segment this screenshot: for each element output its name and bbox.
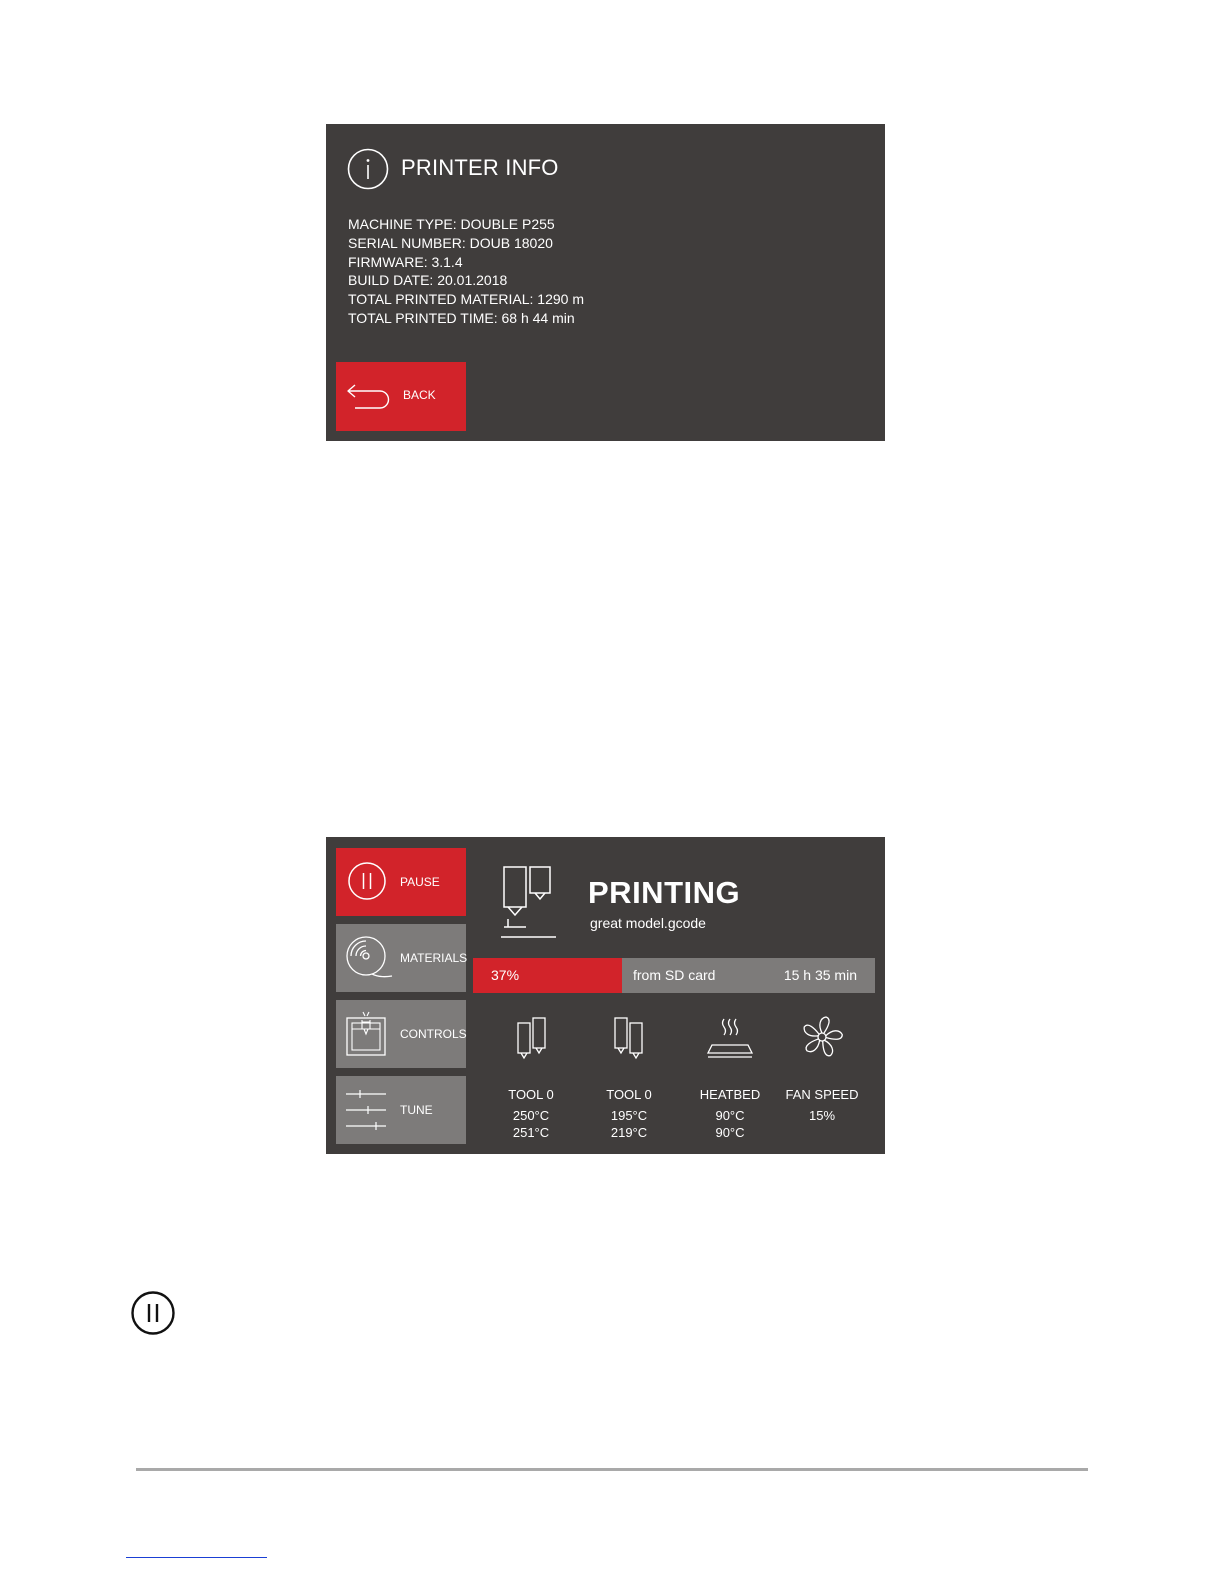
dual-extruder-icon xyxy=(498,863,560,939)
stat-heatbed xyxy=(680,1013,780,1141)
print-progress-bar xyxy=(473,958,875,993)
stat-fan-speed xyxy=(772,1013,872,1124)
tune-label: TUNE xyxy=(400,1103,433,1117)
print-status-title: PRINTING xyxy=(588,875,741,910)
stat-values xyxy=(481,1107,581,1141)
fan-icon xyxy=(798,1013,846,1061)
progress-time-remaining: 15 h 35 min xyxy=(783,967,857,983)
pause-icon xyxy=(131,1291,177,1337)
back-button[interactable] xyxy=(336,362,466,431)
footer-link-underline xyxy=(126,1557,267,1558)
info-total-material: TOTAL PRINTED MATERIAL: 1290 m xyxy=(348,291,584,308)
pause-button[interactable] xyxy=(336,848,466,916)
stat-fan-value: 15% xyxy=(808,1108,836,1123)
info-icon xyxy=(347,148,389,190)
heatbed-icon xyxy=(704,1013,756,1061)
extruder-icon xyxy=(609,1013,649,1061)
printer-controls-icon xyxy=(344,1010,390,1058)
tune-button[interactable] xyxy=(336,1076,466,1144)
materials-button[interactable] xyxy=(336,924,466,992)
spool-icon xyxy=(344,934,394,982)
print-filename: great model.gcode xyxy=(590,915,706,931)
sliders-icon xyxy=(344,1086,390,1134)
stat-values xyxy=(772,1107,872,1124)
printing-screen xyxy=(326,837,885,1154)
info-build-date: BUILD DATE: 20.01.2018 xyxy=(348,272,508,289)
materials-label: MATERIALS xyxy=(400,951,468,965)
stat-target-temp: 250°C xyxy=(512,1108,550,1123)
stat-target-temp: 90°C xyxy=(715,1108,745,1123)
controls-button[interactable] xyxy=(336,1000,466,1068)
stat-current-temp: 251°C xyxy=(512,1125,550,1140)
page-title: PRINTER INFO xyxy=(401,155,559,180)
extruder-icon xyxy=(511,1013,551,1061)
info-firmware: FIRMWARE: 3.1.4 xyxy=(348,253,463,270)
printer-info-list xyxy=(348,215,584,328)
stat-label: TOOL 0 xyxy=(606,1087,652,1102)
footer-divider xyxy=(136,1468,1088,1471)
stat-current-temp: 90°C xyxy=(715,1125,745,1140)
stat-target-temp: 195°C xyxy=(610,1108,648,1123)
controls-label: CONTROLS xyxy=(400,1027,467,1041)
stat-values xyxy=(680,1107,780,1141)
pause-label: PAUSE xyxy=(400,875,440,889)
pause-icon xyxy=(344,858,390,904)
progress-source: from SD card xyxy=(633,967,716,983)
stat-label: HEATBED xyxy=(699,1087,761,1102)
stat-label: FAN SPEED xyxy=(785,1087,859,1102)
info-serial-number: SERIAL NUMBER: DOUB 18020 xyxy=(348,234,553,251)
stat-label: TOOL 0 xyxy=(508,1087,554,1102)
stat-tool-0-left xyxy=(481,1013,581,1141)
stat-values xyxy=(579,1107,679,1141)
printer-info-screen xyxy=(326,124,885,441)
info-machine-type: MACHINE TYPE: DOUBLE P255 xyxy=(348,216,555,232)
back-label: BACK xyxy=(403,388,436,402)
info-total-time: TOTAL PRINTED TIME: 68 h 44 min xyxy=(348,309,575,326)
stat-current-temp: 219°C xyxy=(610,1125,648,1140)
progress-percent: 37% xyxy=(491,967,520,983)
stat-tool-0-right xyxy=(579,1013,679,1141)
back-arrow-icon xyxy=(346,383,390,411)
